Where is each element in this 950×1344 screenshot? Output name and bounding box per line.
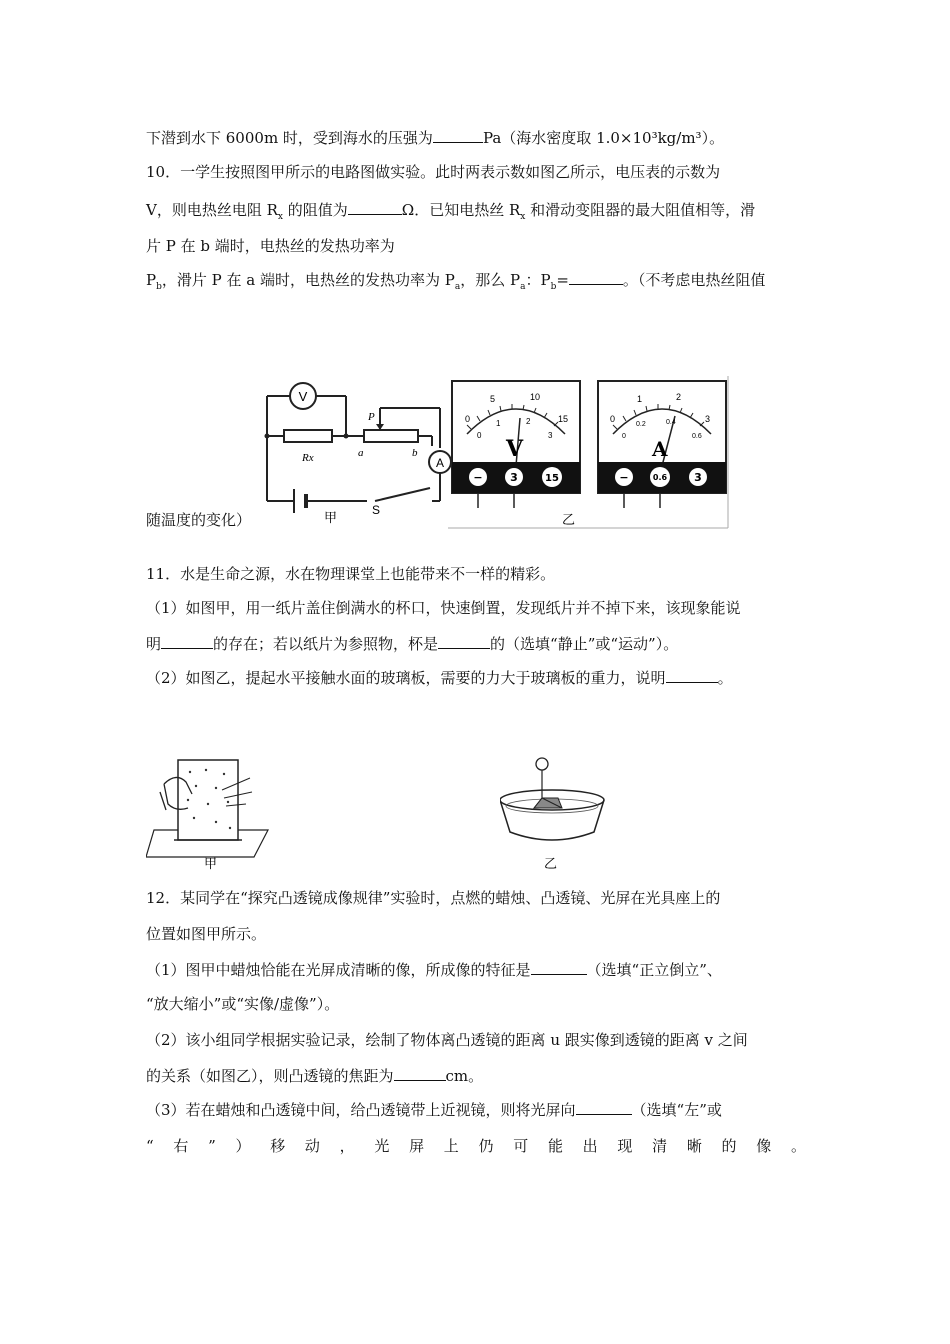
svg-text:0: 0 xyxy=(610,414,616,424)
rx-label: Rx xyxy=(302,452,314,464)
svg-text:0.2: 0.2 xyxy=(636,421,646,428)
q12-line-1: 12．某同学在“探究凸透镜成像规律”实验时，点燃的蜡烛、凸透镜、光屏在光具座上的 xyxy=(146,889,721,907)
q12-line-4: “放大缩小”或“实像/虚像”）。 xyxy=(146,995,340,1013)
answer-blank[interactable] xyxy=(666,668,718,683)
answer-blank[interactable] xyxy=(531,960,587,975)
q11-line-4: （2）如图乙，提起水平接触水面的玻璃板，需要的力大于玻璃板的重力，说明 。 xyxy=(146,669,733,687)
svg-text:1: 1 xyxy=(637,394,643,404)
svg-text:0: 0 xyxy=(477,431,482,440)
svg-text:3: 3 xyxy=(705,414,711,424)
svg-text:0: 0 xyxy=(622,433,626,440)
svg-text:1: 1 xyxy=(496,419,501,428)
svg-text:2: 2 xyxy=(676,392,682,402)
svg-text:3: 3 xyxy=(510,471,518,484)
svg-text:0: 0 xyxy=(465,414,471,424)
svg-text:10: 10 xyxy=(530,392,541,402)
q10-line-3: 片 P 在 b 端时，电热丝的发热功率为 xyxy=(146,237,395,255)
q10-line-4: $P_b$，滑片 P 在 a 端时，电热丝的发热功率为 $P_a$，那么 $P_a$：$P_b=$ 。（不考虑电热丝阻值 xyxy=(146,271,766,292)
voltmeter-dial xyxy=(452,381,580,508)
glass-plate-figure xyxy=(500,750,610,875)
svg-text:0.6: 0.6 xyxy=(652,473,668,482)
q11-line-1: 11．水是生命之源，水在物理课堂上也能带来不一样的精彩。 xyxy=(146,565,556,583)
end-b-label: b xyxy=(412,447,418,459)
svg-text:15: 15 xyxy=(558,414,569,424)
q11-line-2: （1）如图甲，用一纸片盖住倒满水的杯口，快速倒置，发现纸片并不掉下来，该现象能说 xyxy=(146,599,741,617)
ammeter-dial xyxy=(598,381,726,508)
q9-line: 下潜到水下 6000m 时，受到海水的压强为 Pa（海水密度取 1.0×10³kg/m³）。 xyxy=(146,129,725,147)
svg-text:2: 2 xyxy=(526,417,531,426)
answer-blank[interactable] xyxy=(348,200,402,215)
svg-text:3: 3 xyxy=(694,471,702,484)
caption-yi: 乙 xyxy=(562,513,576,528)
q12-line-7: （3）若在蜡烛和凸透镜中间，给凸透镜带上近视镜，则将光屏向 （选填“左”或 xyxy=(146,1101,722,1119)
answer-blank[interactable] xyxy=(438,634,490,649)
voltmeter-symbol-label: V xyxy=(298,389,308,404)
svg-text:−: − xyxy=(473,471,483,484)
svg-text:0.4: 0.4 xyxy=(666,419,676,426)
ammeter-symbol-label: A xyxy=(435,456,445,470)
caption-jia: 甲 xyxy=(324,511,338,526)
caption-yi: 乙 xyxy=(544,857,558,872)
svg-text:0.6: 0.6 xyxy=(692,433,702,440)
q12-line-6: 的关系（如图乙），则凸透镜的焦距为 cm。 xyxy=(146,1067,484,1085)
q10-line-1: 10．一学生按照图甲所示的电路图做实验。此时两表示数如图乙所示，电压表的示数为 xyxy=(146,163,721,181)
q11-line-3: 明 的存在；若以纸片为参照物，杯是 的（选填“静止”或“运动”）。 xyxy=(146,635,679,653)
answer-blank[interactable] xyxy=(161,634,213,649)
q10-line-5: 随温度的变化） xyxy=(146,511,252,529)
q10-line-2: V，则电热丝电阻 $R_x$ 的阻值为 Ω．已知电热丝 $R_x$ 和滑动变阻器的最大阻值相等，滑 xyxy=(146,201,756,222)
q12-line-8: “ 右 ” ） 移 动 ， 光 屏 上 仍 可 能 出 现 清 晰 的 像 。 xyxy=(146,1137,806,1155)
answer-blank[interactable] xyxy=(433,128,483,143)
svg-text:−: − xyxy=(619,471,629,484)
svg-text:A: A xyxy=(652,437,668,461)
inverted-cup-figure xyxy=(146,752,276,870)
q12-line-3: （1）图甲中蜡烛恰能在光屏成清晰的像，所成像的特征是 （选填“正立倒立”、 xyxy=(146,961,722,979)
q12-line-5: （2）该小组同学根据实验记录，绘制了物体离凸透镜的距离 u 跟实像到透镜的距离 v 之间 xyxy=(146,1031,748,1049)
q12-line-2: 位置如图甲所示。 xyxy=(146,925,267,943)
svg-text:3: 3 xyxy=(548,431,553,440)
answer-blank[interactable] xyxy=(576,1100,632,1115)
circuit-and-meters-figure xyxy=(262,376,730,530)
answer-blank[interactable] xyxy=(394,1066,446,1081)
switch-s-label: S xyxy=(372,503,381,517)
answer-blank[interactable] xyxy=(569,270,623,285)
svg-text:5: 5 xyxy=(490,394,496,404)
svg-text:V: V xyxy=(506,436,524,462)
svg-text:15: 15 xyxy=(545,473,559,484)
caption-jia: 甲 xyxy=(204,857,218,870)
slider-p-label: P xyxy=(368,411,375,423)
end-a-label: a xyxy=(358,447,364,459)
